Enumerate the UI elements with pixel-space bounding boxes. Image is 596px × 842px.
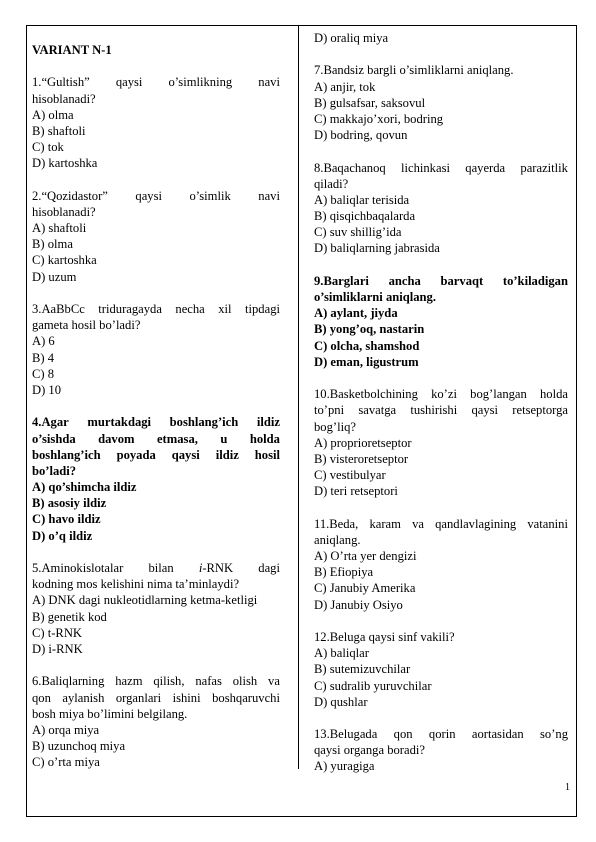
option-c: C) kartoshka <box>32 253 97 268</box>
word: holda <box>540 387 568 402</box>
word: savatga <box>358 403 397 418</box>
word: navi <box>258 75 280 90</box>
option-b: B) visteroretseptor <box>314 451 409 466</box>
question-11-line-1 <box>314 516 568 532</box>
option-b: B) Efiopiya <box>314 565 374 580</box>
option-a: A) aylant, jiyda <box>314 306 398 321</box>
question-10-line-3: bog’liq? <box>314 419 356 434</box>
question-4-line-2 <box>32 431 280 447</box>
word: xil <box>218 302 232 316</box>
question-12-line-1: 12.Beluga qaysi sinf vakili? <box>314 629 455 644</box>
word: o’simlik <box>189 188 231 203</box>
left-column <box>32 30 280 770</box>
word: murtakdagi <box>87 415 152 430</box>
word: qaysi <box>135 188 162 203</box>
word: 1.“Gultish” <box>32 75 90 90</box>
word: bilan <box>148 561 174 575</box>
option-d: D) bodring, qovun <box>314 128 408 143</box>
option-c: C) o’rta miya <box>32 755 100 770</box>
word: to’pni <box>314 403 345 418</box>
word: poyada <box>116 447 156 462</box>
word: etmasa, <box>156 431 198 446</box>
word: ildiz <box>215 447 239 462</box>
question-13-line-1 <box>314 726 568 742</box>
option-a: A) olma <box>32 107 74 122</box>
option-b: B) sutemizuvchilar <box>314 662 411 677</box>
question-2-line-2: hisoblanadi? <box>32 204 96 219</box>
question-13-line-2: qaysi organga boradi? <box>314 743 425 758</box>
word: navi <box>258 188 280 203</box>
word: retseptorga <box>512 403 568 418</box>
question-10-line-1 <box>314 386 568 402</box>
word: qaysi <box>171 447 200 462</box>
word: boshlang’ich <box>169 415 239 430</box>
word: dagi <box>258 561 280 575</box>
option-d: D) qushlar <box>314 694 368 709</box>
word: aortasidan <box>471 727 524 742</box>
word: qorin <box>428 727 456 742</box>
question-4-line-1 <box>32 414 280 430</box>
word: qayerda <box>465 160 506 175</box>
word: lichinkasi <box>401 160 450 175</box>
option-a: A) yuragiga <box>314 759 375 774</box>
option-b: B) asosiy ildiz <box>32 496 107 511</box>
option-a: A) orqa miya <box>32 722 100 737</box>
word: 2.“Qozidastor” <box>32 188 108 203</box>
option-a: A) baliqlar <box>314 646 369 661</box>
question-2-line-1 <box>32 188 280 204</box>
option-c: C) Janubiy Amerika <box>314 581 416 596</box>
option-c: C) havo ildiz <box>32 512 101 527</box>
option-b: B) shaftoli <box>32 123 86 138</box>
word: so’ng <box>540 727 568 742</box>
word: tipdagi <box>245 302 280 316</box>
question-4-line-4: bo’ladi? <box>32 463 77 478</box>
word: necha <box>175 302 205 316</box>
question-1-line-2: hisoblanadi? <box>32 91 96 106</box>
word: 8.Baqachanoq <box>314 160 386 175</box>
word: 4.Agar <box>32 415 69 430</box>
word: parazitlik <box>520 160 568 175</box>
option-d: D) Janubiy Osiyo <box>314 597 403 612</box>
word: u <box>220 431 228 446</box>
word: qandlavlagining <box>435 516 517 531</box>
word: triduragayda <box>98 302 162 316</box>
word: 13.Belugada <box>314 727 378 742</box>
option-b: B) yong’oq, nastarin <box>314 322 425 337</box>
column-divider <box>298 25 299 769</box>
question-10-line-2 <box>314 402 568 418</box>
option-a: A) shaftoli <box>32 221 87 236</box>
option-a: A) proprioretseptor <box>314 435 412 450</box>
word: 9.Barglari <box>314 273 369 288</box>
option-d: D) baliqlarning jabrasida <box>314 241 440 256</box>
word: bog’langan <box>470 387 527 402</box>
option-d: D) teri retseptori <box>314 484 398 499</box>
word: qilish, <box>153 674 185 689</box>
option-a: A) qo’shimcha ildiz <box>32 480 137 495</box>
option-d: D) o’q ildiz <box>32 528 93 543</box>
question-3-line-2: gameta hosil bo’ladi? <box>32 318 141 333</box>
word: 11.Beda, <box>314 516 359 531</box>
option-a: A) baliqlar terisida <box>314 192 410 207</box>
question-1-line-1 <box>32 74 280 90</box>
word: 10.Basketbolchining <box>314 387 418 402</box>
option-d: D) i-RNK <box>32 641 83 656</box>
option-c: C) makkajo’xori, bodring <box>314 111 444 126</box>
question-6-line-3: bosh miya bo’limini belgilang. <box>32 706 188 721</box>
word: o’sishda <box>32 431 76 446</box>
word: ko’zi <box>431 387 457 402</box>
option-a: A) 6 <box>32 334 55 349</box>
variant-title: VARIANT N-1 <box>32 43 112 57</box>
option-d: D) oraliq miya <box>314 31 389 45</box>
question-11-line-2: aniqlang. <box>314 532 361 547</box>
word: davom <box>98 431 135 446</box>
option-a: A) DNK dagi nukleotidlarning ketma-ketligi <box>32 593 258 608</box>
option-d: D) eman, ligustrum <box>314 354 419 369</box>
word: 5.Aminokislotalar <box>32 561 124 575</box>
option-b: B) qisqichbaqalarda <box>314 209 416 224</box>
option-b: B) olma <box>32 237 73 252</box>
word: ishini <box>172 690 201 705</box>
option-a: A) anjir, tok <box>314 79 376 94</box>
question-5-line-1 <box>32 560 280 576</box>
option-d: D) 10 <box>32 382 62 397</box>
word: hosil <box>254 447 280 462</box>
right-column <box>314 30 568 775</box>
word: olish <box>232 674 258 689</box>
question-7-line-1: 7.Bandsiz bargli o’simliklarni aniqlang. <box>314 63 514 78</box>
question-9-line-2: o’simliklarni aniqlang. <box>314 290 437 304</box>
option-c: C) vestibulyar <box>314 468 386 483</box>
word: 3.AaBbCc <box>32 302 85 316</box>
word: qaysi <box>115 75 143 90</box>
question-6-line-2 <box>32 690 280 706</box>
option-d: D) uzum <box>32 269 77 284</box>
word: ancha <box>388 273 421 288</box>
option-c: C) t-RNK <box>32 625 83 640</box>
option-b: B) 4 <box>32 350 55 365</box>
word: qon <box>32 690 51 705</box>
word: boshqaruvchi <box>212 690 280 705</box>
option-a: A) O’rta yer dengizi <box>314 549 417 563</box>
word: o’simlikning <box>168 75 233 90</box>
question-4-line-3 <box>32 447 280 463</box>
page-number: 1 <box>565 781 570 793</box>
option-c: C) sudralib yuruvchilar <box>314 678 432 693</box>
word: karam <box>369 516 401 531</box>
option-c: C) olcha, shamshod <box>314 338 420 353</box>
option-b: B) gulsafsar, saksovul <box>314 95 426 110</box>
word: boshlang’ich <box>32 447 101 462</box>
question-9-line-1 <box>314 273 568 289</box>
question-8-line-2: qiladi? <box>314 176 349 191</box>
option-b: B) uzunchoq miya <box>32 739 126 754</box>
word: ildiz <box>256 415 280 430</box>
word: nafas <box>195 674 222 689</box>
option-c: C) suv shillig’ida <box>314 225 402 240</box>
question-5-line-2: kodning mos kelishini nima ta’minlaydi? <box>32 577 240 592</box>
option-c: C) tok <box>32 140 64 155</box>
option-c: C) 8 <box>32 366 55 381</box>
word: aylanish <box>62 690 105 705</box>
word: hazm <box>115 674 143 689</box>
word: qon <box>393 727 413 742</box>
word: i-RNK <box>198 561 234 575</box>
word: holda <box>249 431 280 446</box>
word: barvaqt <box>440 273 484 288</box>
question-8-line-1 <box>314 160 568 176</box>
word: va <box>412 516 424 531</box>
word: to’kiladigan <box>502 273 568 288</box>
word: organlari <box>115 690 162 705</box>
option-d: D) kartoshka <box>32 156 98 171</box>
word: 6.Baliqlarning <box>32 674 105 689</box>
word: tushirishi <box>410 403 458 418</box>
question-3-line-1 <box>32 301 280 317</box>
word: qaysi <box>471 403 499 418</box>
word: va <box>268 674 280 689</box>
option-b: B) genetik kod <box>32 609 107 624</box>
word: vatanini <box>527 516 568 531</box>
question-6-line-1 <box>32 673 280 689</box>
